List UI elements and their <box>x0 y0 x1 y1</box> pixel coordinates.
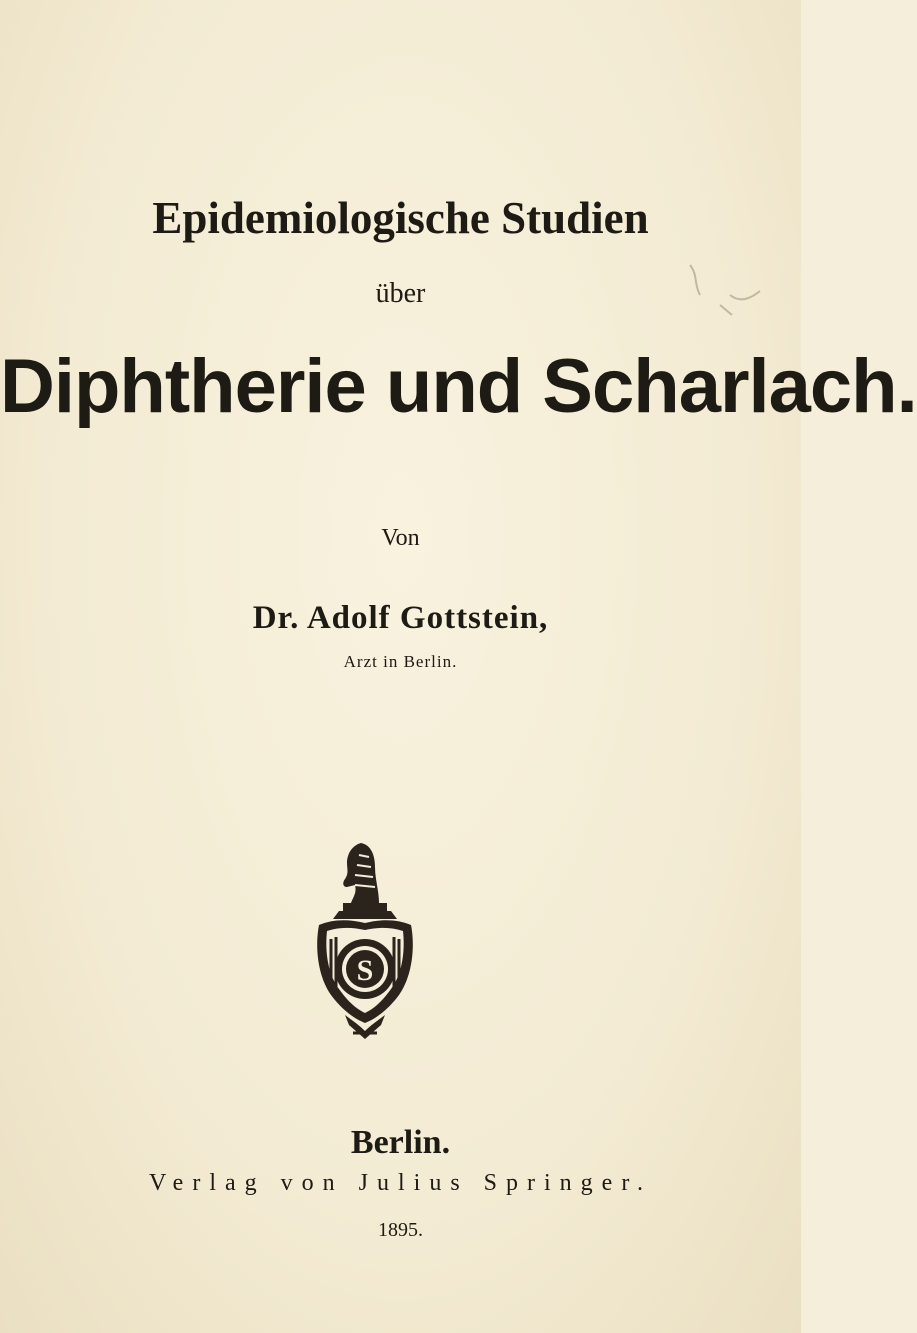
publisher-line: Verlag von Julius Springer. <box>149 1170 652 1196</box>
by-line: Von <box>381 525 420 551</box>
book-subject: Diphtherie und Scharlach. <box>0 344 917 429</box>
publication-year: 1895. <box>378 1219 423 1241</box>
author-title: Arzt in Berlin. <box>343 652 458 671</box>
book-title: Epidemiologische Studien <box>152 193 649 243</box>
title-connector: über <box>375 278 426 309</box>
publisher-emblem-icon <box>309 835 421 1045</box>
svg-text:S: S <box>356 954 374 987</box>
publication-city: Berlin. <box>350 1124 451 1161</box>
author-name: Dr. Adolf Gottstein, <box>252 600 549 636</box>
